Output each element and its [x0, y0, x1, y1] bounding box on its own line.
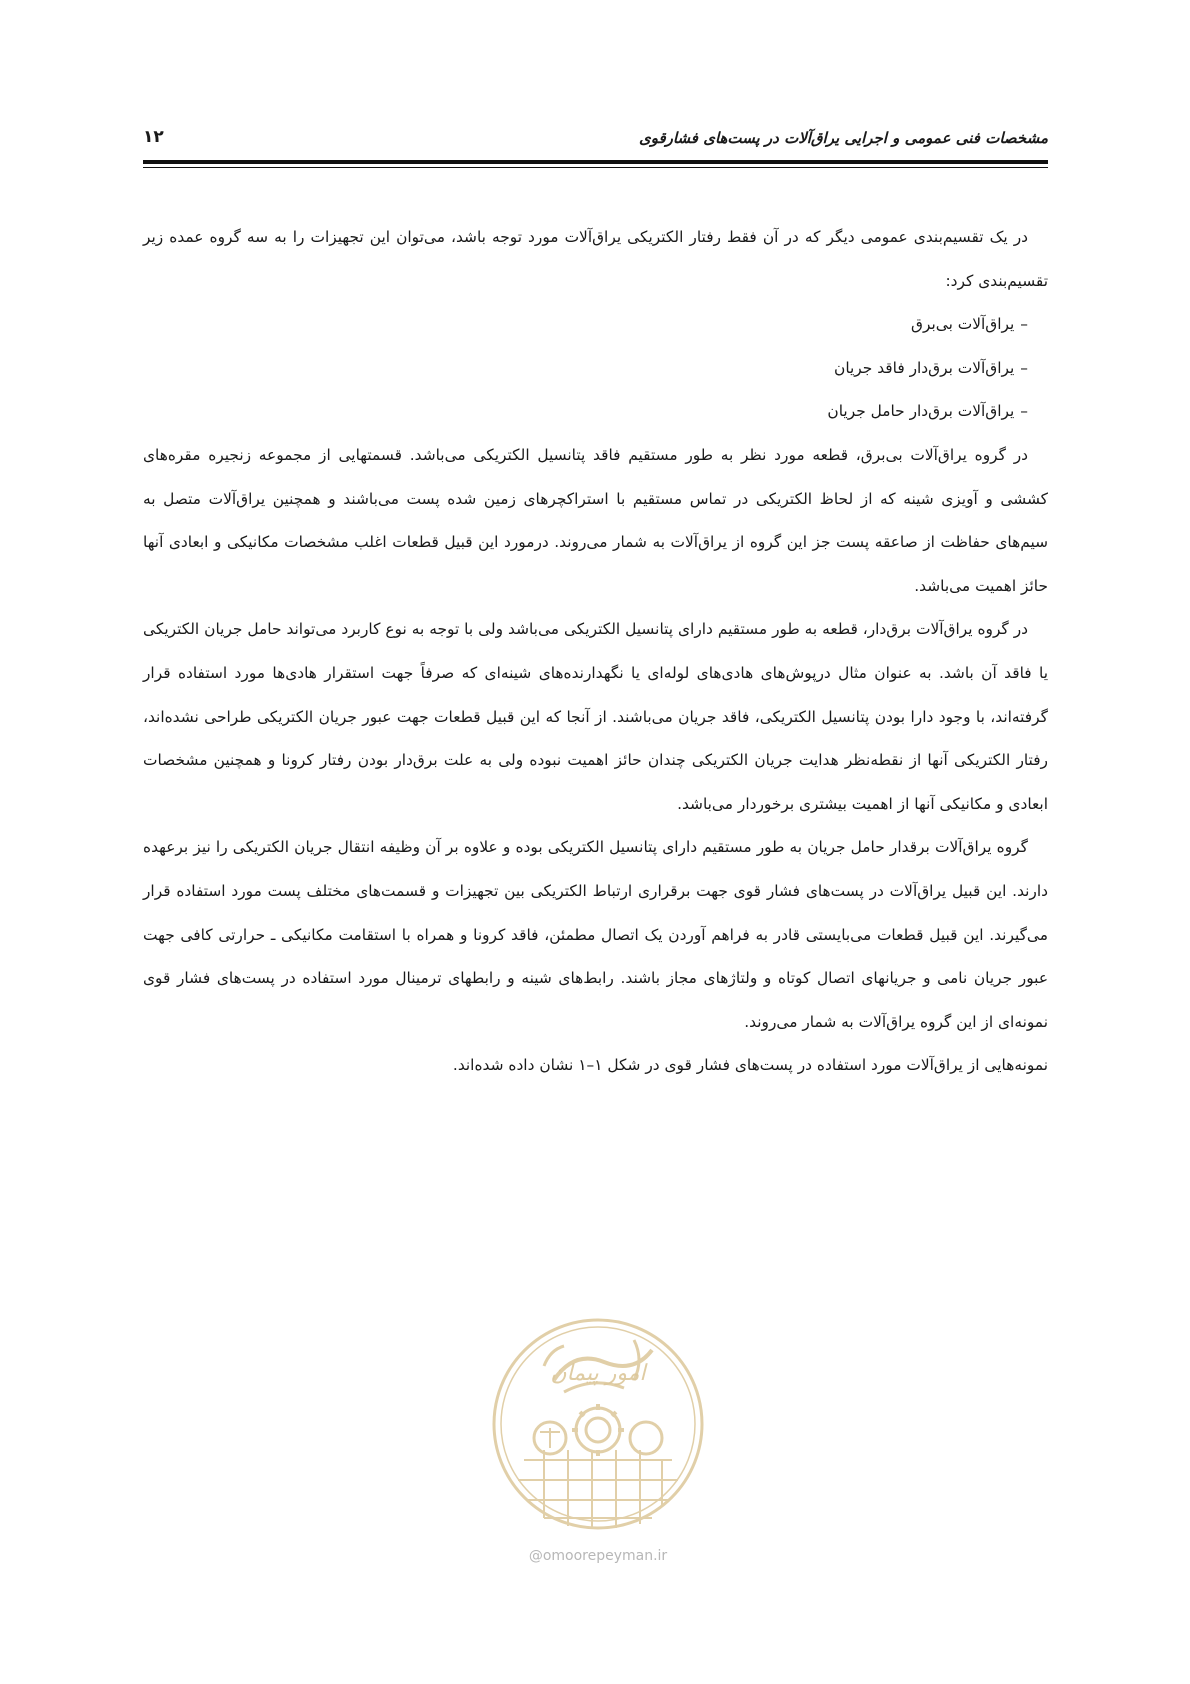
list-marker: –: [1020, 402, 1028, 421]
closing-paragraph: نمونه‌هایی از یراق‌آلات مورد استفاده در پست‌های فشار قوی در شکل ۱–۱ نشان داده شده‌اند.: [452, 1056, 1048, 1075]
body-text: [143, 216, 1048, 1088]
header-rule: [143, 160, 1048, 164]
paragraph-energized-no-current: در گروه یراق‌آلات برق‌دار، قطعه به طور مستقیم دارای پتانسیل الکتریکی می‌باشد ولی با توجه به نوع کاربرد می‌تواند حامل جریان الکتریکی یا فاقد آن باشد. به عنوان مثال درپوش‌های هادی‌های لوله‌ای یا نگهدارنده‌های شینه‌ای که صرفاً جهت استقرار هادی‌ها مورد استفاده قرار گرفته‌اند، با وجود دارا بودن پتانسیل الکتریکی، فاقد جریان می‌باشند. از آنجا که این قبیل قطعات جهت عبور جریان الکتریکی طراحی نشده‌اند، رفتار الکتریکی آنها از نقطه‌نظر هدایت جریان الکتریکی چندان حائز اهمیت نبوده ولی به علت برق‌دار بودن رفتار کرونا و همچنین مشخصات ابعادی و مکانیکی آنها از اهمیت بیشتری برخوردار می‌باشد.: [143, 620, 1048, 813]
list-marker: –: [1020, 315, 1028, 334]
list-item: [143, 390, 1048, 434]
header-rule-thin: [143, 167, 1048, 168]
intro-paragraph: در یک تقسیم‌بندی عمومی دیگر که در آن فقط رفتار الکتریکی یراق‌آلات مورد توجه باشد، می‌توان این تجهیزات را به سه گروه عمده زیر تقسیم‌بندی کرد:: [143, 228, 1048, 290]
list-item-text: یراق‌آلات بی‌برق: [911, 315, 1015, 334]
paragraph-deenergized: در گروه یراق‌آلات بی‌برق، قطعه مورد نظر به طور مستقیم فاقد پتانسیل الکتریکی می‌باشد. قسمتهایی از مجموعه زنجیره مقره‌های کششی و آویزی شینه که از لحاظ الکتریکی در تماس مستقیم با استراکچرهای زمین شده پست می‌باشند و همچنین یراق‌آلات متصل به سیم‌های حفاظت از صاعقه پست جز این گروه از یراق‌آلات به شمار می‌روند. درمورد این قبیل قطعات اغلب مشخصات مکانیکی و ابعادی آنها حائز اهمیت می‌باشد.: [143, 445, 1048, 595]
page-header: [143, 123, 1048, 163]
category-list: [143, 303, 1048, 434]
watermark-logo-text: امور پیمان: [550, 1361, 646, 1386]
list-item: [143, 303, 1048, 347]
list-item: [143, 347, 1048, 391]
list-item-text: یراق‌آلات برق‌دار حامل جریان: [827, 402, 1015, 421]
page-number: ۱۲: [143, 127, 164, 147]
paragraph-current-carrying: گروه یراق‌آلات برقدار حامل جریان به طور مستقیم دارای پتانسیل الکتریکی بوده و علاوه بر آن وظیفه انتقال جریان الکتریکی را نیز برعهده دارند. این قبیل یراق‌آلات در پست‌های فشار قوی جهت برقراری ارتباط الکتریکی بین تجهیزات و قسمت‌های مختلف پست مورد استفاده قرار می‌گیرند. این قبیل قطعات می‌بایستی قادر به فراهم آوردن یک اتصال مطمئن، فاقد کرونا و همراه با استقامت مکانیکی ـ حرارتی کافی جهت عبور جریان نامی و جریانهای اتصال کوتاه و ولتاژهای مجاز باشند. رابط‌های شینه و رابطهای ترمینال مورد استفاده در پست‌های فشار قوی نمونه‌ای از این گروه یراق‌آلات به شمار می‌روند.: [143, 838, 1048, 1031]
watermark-url: @omoorepeyman.ir: [528, 1548, 668, 1564]
list-marker: –: [1020, 358, 1028, 377]
watermark-logo: [484, 1310, 712, 1542]
running-header-title: مشخصات فنی عمومی و اجرایی یراق‌آلات در پست‌های فشارقوی: [638, 129, 1048, 147]
list-item-text: یراق‌آلات برق‌دار فاقد جریان: [834, 358, 1015, 377]
